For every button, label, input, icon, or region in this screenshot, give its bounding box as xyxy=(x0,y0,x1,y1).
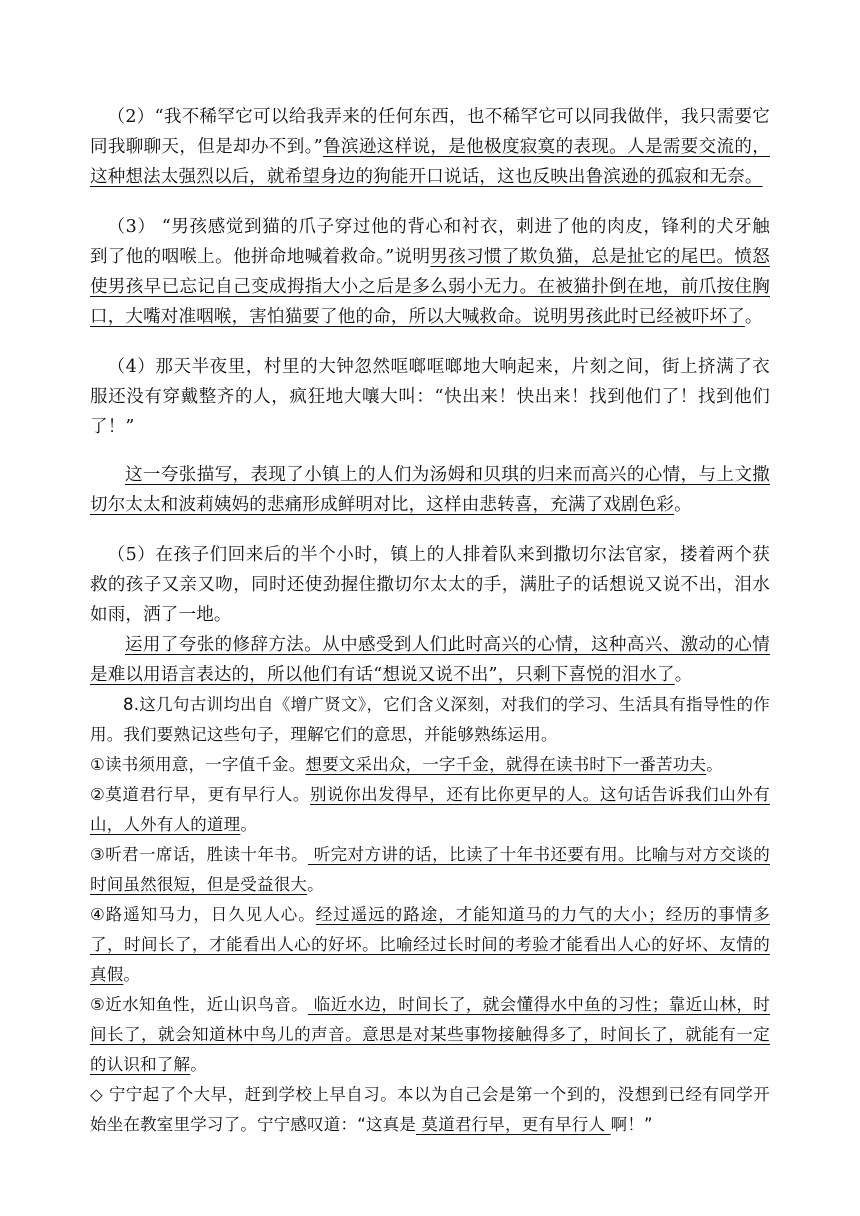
proverb-2 xyxy=(90,780,770,840)
item-4-tail: 。 xyxy=(674,495,692,515)
item-3-answer: 男孩习惯了欺负猫，总是扯它的尾巴。愤怒使男孩早已忘记自己变成拇指大小之后是多么弱小无力。在被猫扑倒在地，前爪按住胸口，大嘴对准咽喉，害怕猫要了他的命，所以大喊救命。说明男孩此时已经被吓坏了 xyxy=(90,247,770,327)
proverb-1 xyxy=(90,750,770,780)
item-3-tail: 。 xyxy=(744,307,763,327)
question-item-5 xyxy=(90,540,770,630)
question-item-2 xyxy=(90,102,770,192)
question-item-3 xyxy=(90,212,770,332)
item-2-quote: （2）“我不稀罕它可以给我弄来的任何东西，也不稀罕它可以同我做伴，我只需要它同我聊聊天，但是却办不到。” xyxy=(90,107,770,157)
item-5-answer-paragraph xyxy=(90,630,770,690)
proverb-2-text: ②莫道君行早，更有早行人。 xyxy=(90,785,310,804)
question-item-4 xyxy=(90,352,770,442)
scenario-before: ◇ 宁宁起了个大早，赶到学校上早自习。本以为自己会是第一个到的，没想到已经有同学开始坐在教室里学习了。宁宁感叹道：“这真是 xyxy=(90,1085,770,1134)
document-page xyxy=(90,102,770,1140)
item-4-answer-paragraph xyxy=(90,460,770,520)
item-5-tail: 。 xyxy=(674,665,693,685)
proverb-3-answer: 听完对方讲的话，比读了十年书还要有用。比喻与对方交谈的时间虽然很短，但是受益很大 xyxy=(90,845,770,894)
proverb-4-tail: 。 xyxy=(123,965,141,984)
item-5-quote: （5）在孩子们回来后的半个小时，镇上的人排着队来到撒切尔法官家，搂着两个获救的孩子又亲又吻，同时还使劲握住撒切尔太太的手，满肚子的话想说又说不出，泪水如雨，洒了一地。 xyxy=(90,545,770,625)
item-3-quote: （3） “男孩感觉到猫的爪子穿过他的背心和衬衣，刺进了他的肉皮，锋利的犬牙触到了他的咽喉上。他拼命地喊着救命。”说明 xyxy=(90,217,770,267)
proverb-5-tail: 。 xyxy=(190,1055,207,1074)
proverb-3 xyxy=(90,840,770,900)
proverb-2-tail: 。 xyxy=(240,815,258,834)
item-5-answer: 运用了夸张的修辞方法。从中感受到人们此时高兴的心情，这种高兴、激动的心情是难以用语言表达的，所以他们有话“想说又说不出”，只剩下喜悦的泪水了 xyxy=(90,635,770,685)
proverb-5-text: ⑤近水知鱼性，近山识鸟音。 xyxy=(90,995,309,1014)
scenario-sentence xyxy=(90,1080,770,1140)
proverb-4-answer: 经过遥远的路途，才能知道马的力气的大小；经历的事情多了，时间长了，才能看出人心的好坏。比喻经过长时间的考验才能看出人心的好坏、友情的真假 xyxy=(90,905,770,984)
item-4-answer: 这一夸张描写，表现了小镇上的人们为汤姆和贝琪的归来而高兴的心情，与上文撒切尔太太和波莉姨妈的悲痛形成鲜明对比，这样由悲转喜，充满了戏剧色彩 xyxy=(90,465,770,515)
proverb-1-text: ①读书须用意，一字值千金。 xyxy=(90,755,306,774)
scenario-after: 啊！” xyxy=(610,1115,653,1134)
item-2-answer: 鲁滨逊这样说，是他极度寂寞的表现。人是需要交流的，这种想法太强烈以后，就希望身边的狗能开口说话，这也反映出鲁滨逊的孤寂和无奈。 xyxy=(90,137,770,187)
proverb-4 xyxy=(90,900,770,990)
proverb-4-text: ④路遥知马力，日久见人心。 xyxy=(90,905,316,924)
proverb-5 xyxy=(90,990,770,1080)
scenario-answer: 莫道君行早，更有早行人 xyxy=(416,1115,611,1134)
proverb-1-tail: 。 xyxy=(706,755,723,774)
proverb-2-answer: 别说你出发得早，还有比你更早的人。这句话告诉我们山外有山，人外有人的道理 xyxy=(90,785,770,834)
proverb-3-text: ③听君一席话，胜读十年书。 xyxy=(90,845,309,864)
proverb-5-answer: 临近水边，时间长了，就会懂得水中鱼的习性；靠近山林，时间长了，就会知道林中鸟儿的声音。意思是对某些事物接触得多了，时间长了，就能有一定的认识和了解 xyxy=(90,995,770,1074)
proverb-3-tail: 。 xyxy=(307,875,324,894)
proverb-1-answer: 想要文采出众，一字千金，就得在读书时下一番苦功夫 xyxy=(305,755,707,774)
item-4-quote: （4）那天半夜里，村里的大钟忽然哐啷哐啷地大响起来，片刻之间，街上挤满了衣服还没有穿戴整齐的人，疯狂地大嚷大叫：“快出来！快出来！找到他们了！找到他们了！” xyxy=(90,357,770,437)
question-8-intro: 8.这几句古训均出自《增广贤文》，它们含义深刻，对我们的学习、生活具有指导性的作用。我们要熟记这些句子，理解它们的意思，并能够熟练运用。 xyxy=(90,695,770,744)
